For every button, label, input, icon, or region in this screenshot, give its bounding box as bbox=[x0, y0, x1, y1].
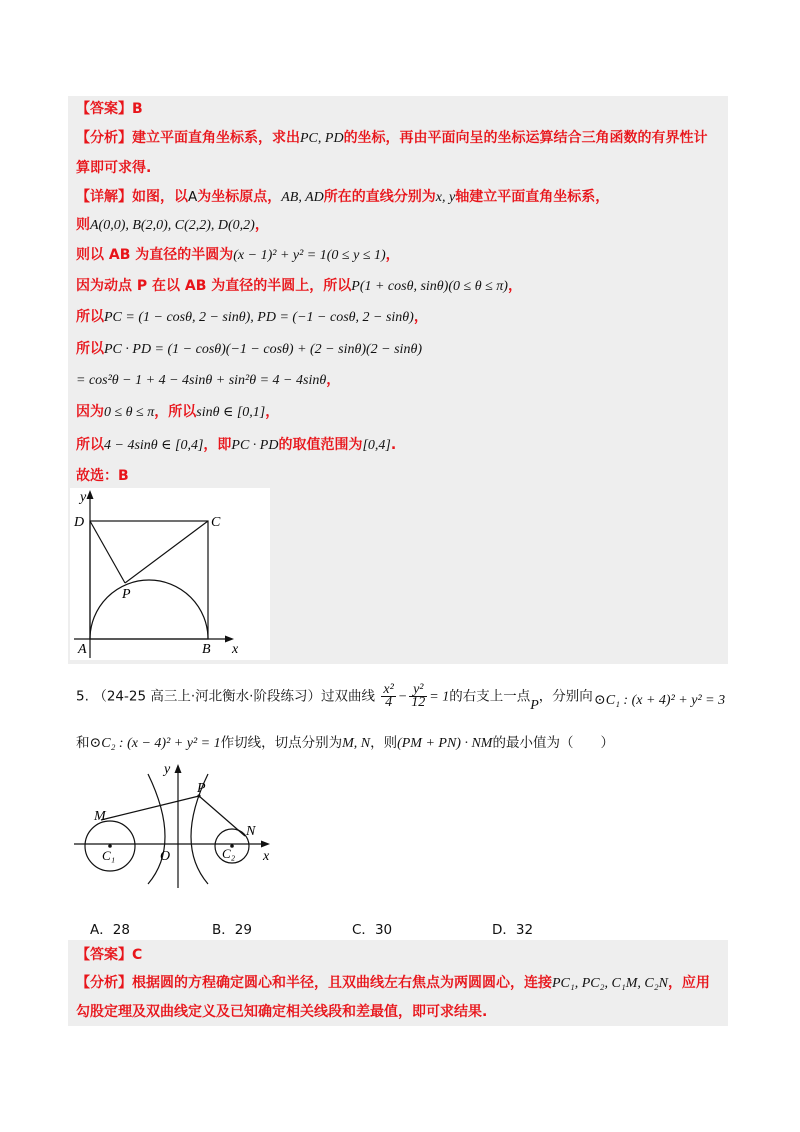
line-text: 因为 bbox=[76, 404, 104, 420]
choice-letter: B． bbox=[212, 922, 235, 938]
analysis-math: PC, PD bbox=[300, 131, 344, 146]
line-math: sinθ ∈ [0,1] bbox=[196, 405, 266, 420]
answer-label: 【答案】 bbox=[76, 947, 132, 963]
detail-point: A bbox=[188, 189, 198, 205]
line-math: A(0,0), B(2,0), C(2,2), D(0,2) bbox=[90, 218, 255, 233]
line-punct: . bbox=[390, 437, 397, 453]
answer-value: B bbox=[132, 101, 143, 117]
label-c: C bbox=[211, 515, 221, 530]
choice-value: 30 bbox=[374, 922, 393, 938]
stem-text: 的最小值为（ ） bbox=[492, 735, 614, 751]
label-a: A bbox=[78, 642, 87, 657]
q4-answer bbox=[76, 98, 143, 118]
choice-a[interactable] bbox=[90, 918, 130, 938]
q4-simplify-line bbox=[76, 369, 340, 389]
line-text: 则以 AB 为直径的半圆为 bbox=[76, 247, 234, 263]
line-text: 则 bbox=[76, 217, 90, 233]
q5-stem bbox=[76, 682, 593, 713]
label-m: M bbox=[94, 809, 106, 824]
q5-stem-line2 bbox=[76, 731, 614, 752]
equals-one: = 1 bbox=[429, 689, 450, 705]
vector-expression: (PM + PN) · NM bbox=[397, 736, 493, 751]
x-axis-arrow bbox=[261, 841, 270, 848]
stem-text: 和 bbox=[76, 735, 90, 751]
label-y: y bbox=[80, 490, 87, 505]
choice-d[interactable] bbox=[492, 918, 533, 938]
q4-result-line bbox=[76, 434, 396, 454]
circle2-equation: ⊙C₂ : (x − 4)² + y² = 1 bbox=[89, 736, 221, 751]
line-math: PC · PD bbox=[231, 438, 279, 453]
label-n: N bbox=[246, 824, 256, 839]
circle1-equation: ⊙C₁ : (x + 4)² + y² = 3 bbox=[594, 693, 726, 708]
detail-text: 如图，以 bbox=[132, 189, 188, 205]
analysis-text: 建立平面直角坐标系，求出 bbox=[132, 130, 300, 146]
analysis-label: 【分析】 bbox=[76, 130, 132, 146]
q4-point-p-line bbox=[76, 275, 522, 295]
analysis-text: ，应用 bbox=[667, 975, 710, 991]
fraction-denominator: 12 bbox=[411, 695, 426, 710]
detail-label: 【详解】 bbox=[76, 189, 132, 205]
q4-circle-line bbox=[76, 244, 400, 264]
choice-value: 32 bbox=[515, 922, 534, 938]
line-text: 因为动点 P 在以 AB 为直径的半圆上，所以 bbox=[76, 278, 352, 294]
stem-text: 作切线，切点分别为 bbox=[220, 735, 343, 751]
line-text: 所以 bbox=[76, 341, 104, 357]
line-text: 所以 bbox=[76, 437, 104, 453]
detail-text: 轴建立平面直角坐标系， bbox=[455, 189, 610, 205]
label-o: O bbox=[160, 849, 171, 864]
fraction-numerator: y² bbox=[409, 684, 427, 697]
label-b: B bbox=[202, 642, 211, 657]
choice-value: 29 bbox=[234, 922, 252, 938]
stem-text: 的右支上一点 bbox=[449, 688, 531, 705]
q4-analysis bbox=[76, 127, 708, 147]
choice-letter: C． bbox=[352, 922, 375, 938]
q4-figure bbox=[70, 488, 270, 660]
q5-analysis-cont bbox=[76, 1001, 487, 1021]
fraction-denominator: 4 bbox=[385, 695, 393, 710]
line-math: (x − 1)² + y² = 1(0 ≤ y ≤ 1) bbox=[233, 248, 386, 263]
line-punct: ， bbox=[254, 217, 269, 233]
analysis-math: PC₁, PC₂, C₁M, C₂N bbox=[552, 976, 668, 991]
line-punct: ， bbox=[507, 278, 522, 294]
label-c1: C₁ bbox=[102, 848, 116, 863]
line-math: P(1 + cosθ, sinθ)(0 ≤ θ ≤ π) bbox=[351, 279, 508, 294]
label-c2: C₂ bbox=[222, 846, 236, 861]
choice-c[interactable] bbox=[352, 918, 392, 938]
line-math: PC = (1 − cosθ, 2 − sinθ), PD = (−1 − cosθ, 2 − sinθ) bbox=[104, 310, 414, 325]
choice-value: 28 bbox=[112, 922, 130, 938]
line-text: 的取值范围为 bbox=[278, 437, 363, 453]
q5-number: 5. bbox=[76, 688, 89, 705]
q5-source: （24-25 高三上·河北衡水·阶段练习）过双曲线 bbox=[93, 688, 375, 705]
line-text: ，所以 bbox=[154, 404, 197, 420]
stem-text: ，则 bbox=[370, 735, 398, 751]
line-punct: ， bbox=[326, 372, 341, 388]
y-axis-arrow bbox=[175, 764, 182, 773]
label-p: P bbox=[122, 587, 131, 602]
q4-detail bbox=[76, 186, 609, 206]
q4-coords-line bbox=[76, 214, 269, 234]
stem-point: P bbox=[530, 697, 539, 713]
line-math: [0,4] bbox=[362, 438, 391, 453]
analysis-label: 【分析】 bbox=[76, 975, 132, 991]
choice-letter: A． bbox=[90, 922, 113, 938]
answer-value: C bbox=[132, 947, 143, 963]
tangent-points: M, N bbox=[342, 736, 371, 751]
label-y: y bbox=[164, 762, 171, 777]
line-text: 故选：B bbox=[76, 468, 129, 484]
analysis-text: 根据圆的方程确定圆心和半径，且双曲线左右焦点为两圆圆心，连接 bbox=[132, 975, 552, 991]
q4-choice-line bbox=[76, 465, 129, 485]
label-x: x bbox=[263, 849, 270, 864]
q5-fraction-x bbox=[381, 684, 395, 709]
q4-analysis-cont bbox=[76, 157, 151, 177]
q5-figure bbox=[70, 760, 290, 890]
detail-math: x, y bbox=[435, 190, 456, 205]
detail-math: AB, AD bbox=[281, 190, 324, 205]
q4-vector-line bbox=[76, 306, 428, 326]
hyperbola-left-branch bbox=[148, 774, 165, 884]
choice-letter: D． bbox=[492, 922, 516, 938]
q5-analysis bbox=[76, 972, 710, 992]
detail-text: 所在的直线分别为 bbox=[323, 189, 436, 205]
analysis-text: 勾股定理及双曲线定义及已知确定相关线段和差最值，即可求结果. bbox=[76, 1004, 488, 1020]
segment-pn bbox=[199, 796, 245, 836]
q5-circle1 bbox=[594, 692, 725, 709]
stem-text: ，分别向 bbox=[538, 688, 593, 705]
line-punct: ， bbox=[265, 404, 280, 420]
line-text: ，即 bbox=[203, 437, 232, 453]
analysis-text: 算即可求得. bbox=[76, 160, 152, 176]
q5-fraction-y bbox=[409, 684, 427, 709]
detail-text: 为坐标原点， bbox=[197, 189, 282, 205]
line-math: = cos²θ − 1 + 4 − 4sinθ + sin²θ = 4 − 4sinθ bbox=[76, 373, 327, 388]
label-x: x bbox=[232, 642, 239, 657]
q5-answer bbox=[76, 944, 142, 964]
answer-label: 【答案】 bbox=[76, 101, 132, 117]
analysis-text: 的坐标，再由平面向呈的坐标运算结合三角函数的有界性计 bbox=[343, 130, 708, 146]
label-d: D bbox=[74, 515, 85, 530]
q4-range-line bbox=[76, 401, 279, 421]
label-p: P bbox=[197, 781, 206, 796]
figure-background bbox=[70, 488, 270, 660]
line-punct: ， bbox=[413, 309, 428, 325]
choice-b[interactable] bbox=[212, 918, 252, 938]
line-math: 4 − 4sinθ ∈ [0,4] bbox=[104, 438, 204, 453]
q4-dot-line bbox=[76, 338, 422, 358]
line-math: 0 ≤ θ ≤ π bbox=[104, 405, 155, 420]
line-text: 所以 bbox=[76, 309, 104, 325]
line-math: PC · PD = (1 − cosθ)(−1 − cosθ) + (2 − sinθ)(2 − sinθ) bbox=[104, 342, 422, 357]
minus-sign: − bbox=[397, 689, 408, 705]
segment-pm bbox=[101, 796, 199, 820]
line-punct: ， bbox=[385, 247, 400, 263]
fraction-numerator: x² bbox=[383, 682, 394, 697]
